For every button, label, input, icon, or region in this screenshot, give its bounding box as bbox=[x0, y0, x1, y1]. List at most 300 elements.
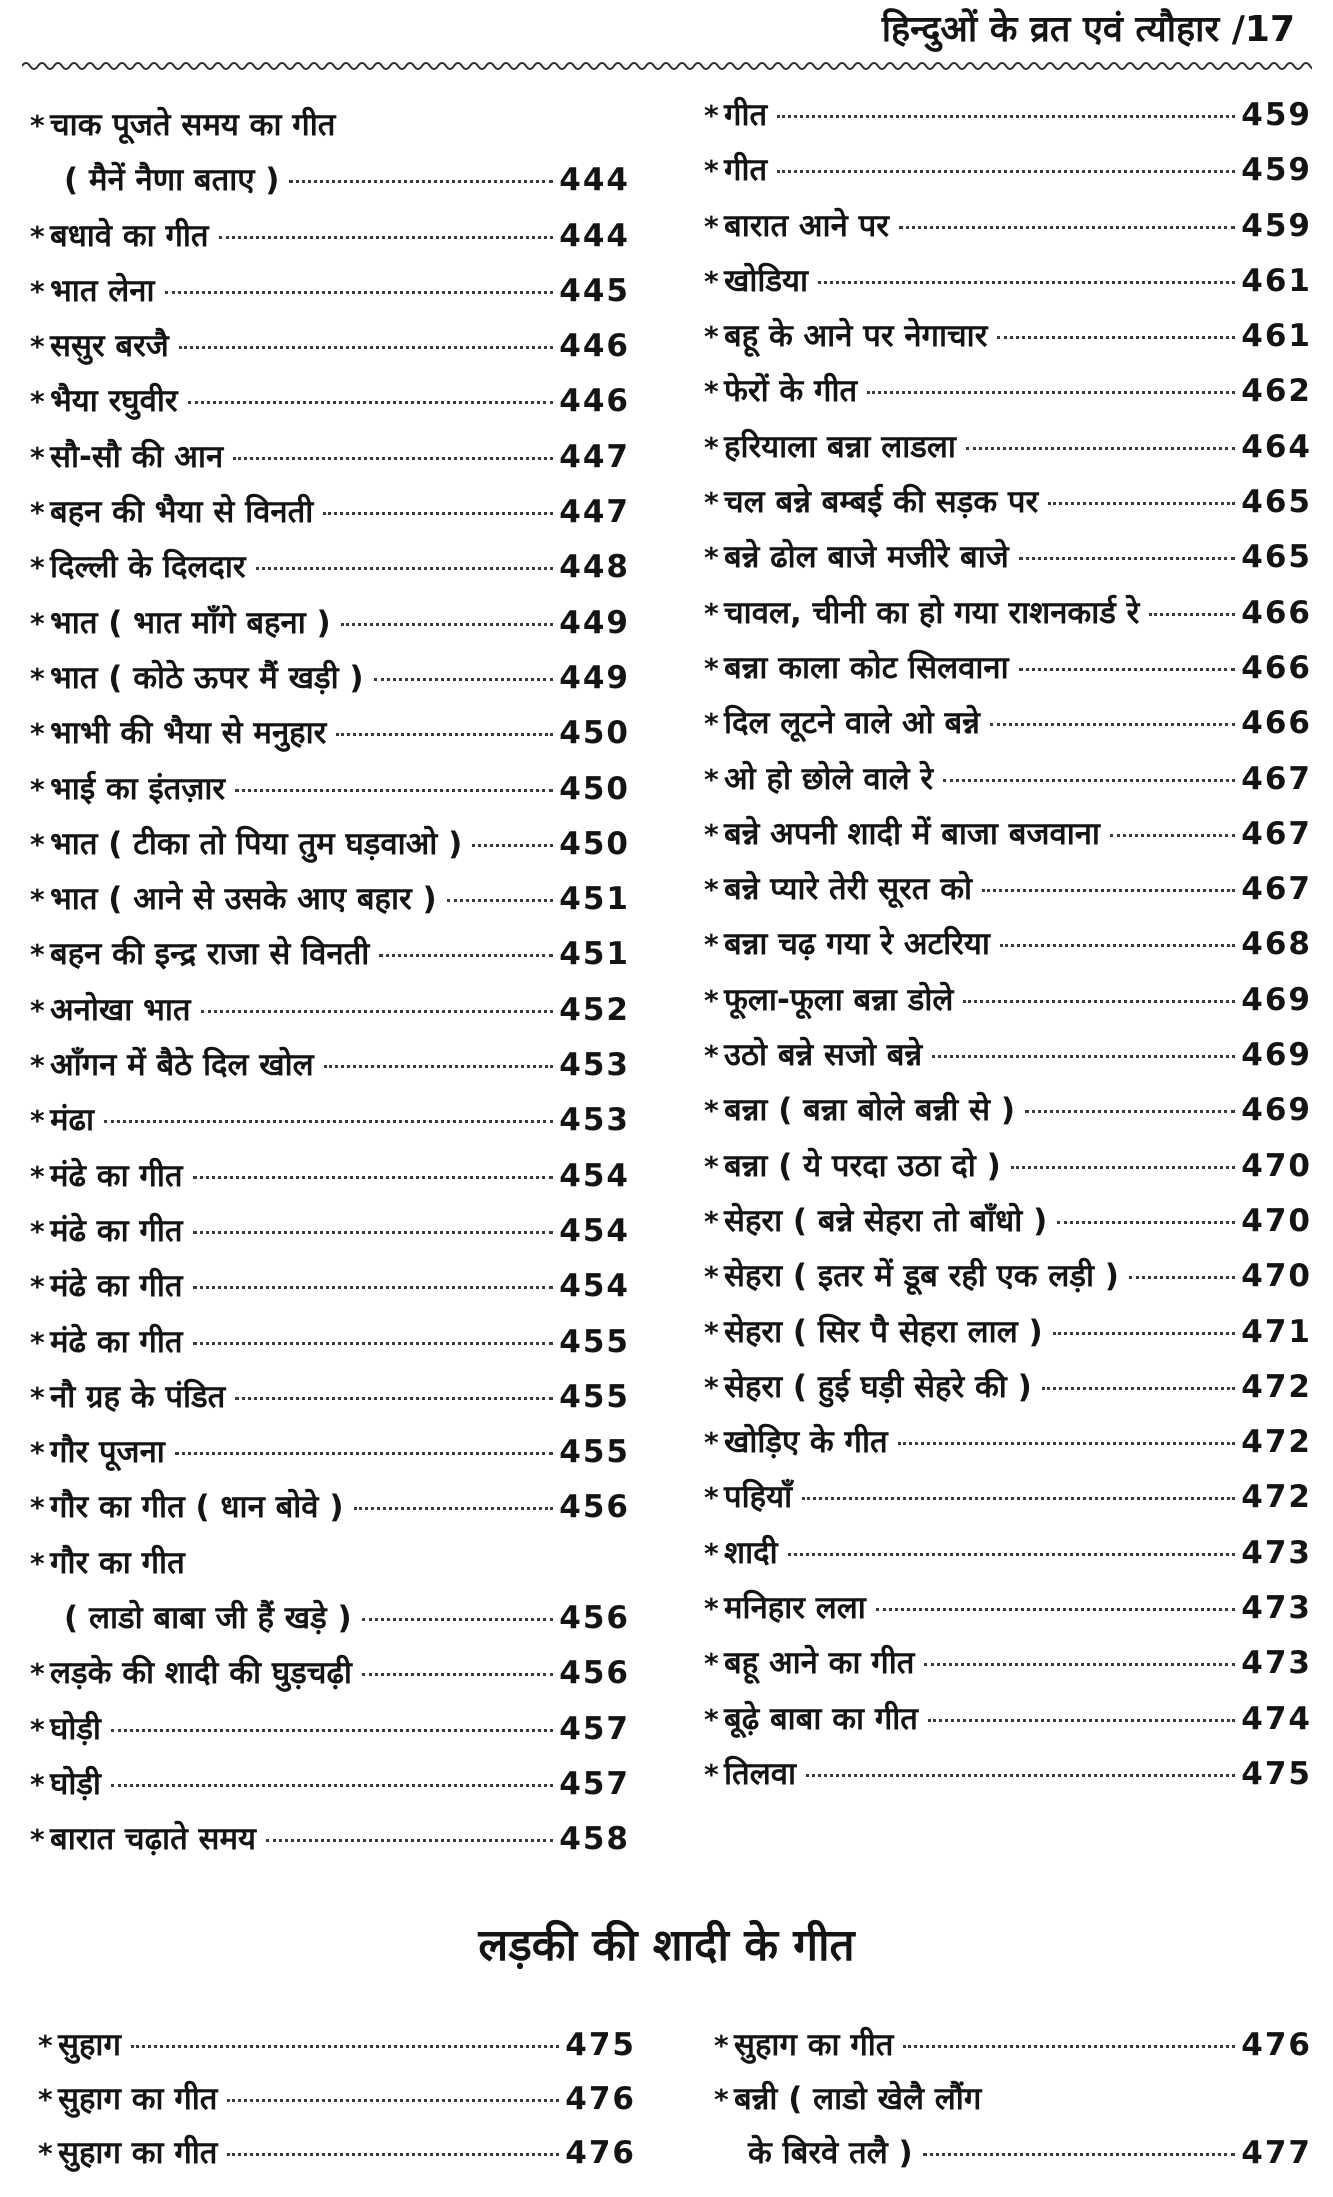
bullet-star: * bbox=[30, 1657, 45, 1691]
toc-entry bbox=[30, 983, 630, 1038]
entry-title: आँगन में बैठे दिल खोल bbox=[50, 1047, 314, 1084]
entry-page-number: 456 bbox=[559, 1655, 630, 1692]
bullet-star: * bbox=[704, 1592, 719, 1626]
bullet-star: * bbox=[704, 1481, 719, 1515]
entry-page-number: 448 bbox=[559, 549, 630, 586]
bullet-star: * bbox=[704, 1204, 719, 1238]
entry-page-number: 467 bbox=[1241, 871, 1312, 908]
entry-page-number: 444 bbox=[559, 162, 630, 199]
dot-leader bbox=[104, 1120, 553, 1123]
section-heading: लड़की की शादी के गीत bbox=[478, 1920, 855, 1971]
entry-title: सुहाग का गीत bbox=[734, 2027, 894, 2063]
entry-title: सेहरा ( सिर पै सेहरा लाल ) bbox=[724, 1313, 1043, 1350]
dot-leader bbox=[131, 2045, 559, 2048]
toc-entry bbox=[704, 1692, 1312, 1747]
toc-entry bbox=[30, 1038, 630, 1093]
entry-title: गौर का गीत ( धान बोवे ) bbox=[50, 1489, 344, 1526]
toc-entry bbox=[704, 364, 1312, 419]
bullet-star: * bbox=[30, 827, 45, 861]
entry-page-number: 450 bbox=[559, 825, 630, 862]
entry-title: फूला-फूला बन्ना डोले bbox=[724, 981, 954, 1018]
dot-leader bbox=[818, 281, 1235, 284]
dot-leader bbox=[179, 346, 554, 349]
bullet-star: * bbox=[30, 330, 45, 364]
entry-title: सेहरा ( बन्ने सेहरा तो बाँधो ) bbox=[724, 1202, 1048, 1239]
entry-title: हरियाला बन्ना लाडला bbox=[724, 428, 956, 465]
dot-leader bbox=[990, 723, 1235, 726]
entry-page-number: 477 bbox=[1241, 2135, 1312, 2171]
dot-leader bbox=[1000, 944, 1235, 947]
toc-entry bbox=[30, 1093, 630, 1148]
entry-page-number: 451 bbox=[559, 881, 630, 918]
bullet-star: * bbox=[704, 1315, 719, 1349]
dot-leader bbox=[472, 844, 553, 847]
bullet-star: * bbox=[30, 1436, 45, 1470]
dot-leader bbox=[966, 447, 1235, 450]
entry-page-number: 447 bbox=[559, 494, 630, 531]
dot-leader bbox=[777, 170, 1235, 173]
bullet-star: * bbox=[704, 1757, 719, 1791]
dot-leader bbox=[354, 1507, 554, 1510]
toc-entry bbox=[30, 1315, 630, 1370]
entry-title: मंढे का गीत bbox=[50, 1323, 183, 1360]
toc-entry bbox=[704, 1747, 1312, 1802]
entry-page-number: 455 bbox=[559, 1434, 630, 1471]
dot-leader bbox=[111, 1784, 553, 1787]
bullet-star: * bbox=[704, 873, 719, 907]
bullet-star: * bbox=[30, 1159, 45, 1193]
toc-entry bbox=[704, 88, 1312, 143]
toc-entry bbox=[38, 2126, 636, 2180]
dot-leader bbox=[923, 2153, 1236, 2156]
entry-title: खोडिया bbox=[724, 262, 809, 299]
entry-title: फेरों के गीत bbox=[724, 373, 858, 410]
bullet-star: * bbox=[704, 1260, 719, 1294]
entry-title: मंढे का गीत bbox=[50, 1212, 183, 1249]
bullet-star: * bbox=[30, 717, 45, 751]
bullet-star: * bbox=[30, 1546, 45, 1580]
toc-entry bbox=[704, 475, 1312, 530]
entry-title: भाभी की भैया से मनुहार bbox=[50, 715, 327, 752]
bullet-star: * bbox=[704, 1094, 719, 1128]
toc-entry bbox=[704, 752, 1312, 807]
entry-title: चल बन्ने बम्बई की सड़क पर bbox=[724, 484, 1039, 521]
entry-page-number: 468 bbox=[1241, 926, 1312, 963]
entry-title: मंढे का गीत bbox=[50, 1157, 183, 1194]
entry-page-number: 459 bbox=[1241, 152, 1312, 189]
entry-page-number: 447 bbox=[559, 438, 630, 475]
entry-page-number: 473 bbox=[1241, 1534, 1312, 1571]
dot-leader bbox=[374, 678, 554, 681]
toc-entry bbox=[30, 1757, 630, 1812]
bottom-left-column bbox=[38, 2018, 636, 2180]
entry-title: सुहाग bbox=[58, 2027, 121, 2063]
dot-leader bbox=[201, 1010, 554, 1013]
toc-entry bbox=[38, 2018, 636, 2072]
dot-leader bbox=[447, 899, 554, 902]
entry-title: बन्ने ढोल बाजे मजीरे बाजे bbox=[724, 539, 1009, 576]
bullet-star: * bbox=[30, 1104, 45, 1138]
dot-leader bbox=[928, 1719, 1235, 1722]
entry-title: भात लेना bbox=[50, 272, 155, 309]
entry-title: मंढे का गीत bbox=[50, 1268, 183, 1305]
entry-title: गौर का गीत bbox=[50, 1544, 185, 1581]
entry-title: चावल, चीनी का हो गया राशनकार्ड रे bbox=[724, 594, 1140, 631]
bullet-star: * bbox=[30, 385, 45, 419]
dot-leader bbox=[903, 2045, 1235, 2048]
entry-title: बारात चढ़ाते समय bbox=[50, 1821, 257, 1858]
entry-title: बूढ़े बाबा का गीत bbox=[724, 1700, 918, 1737]
bullet-star: * bbox=[704, 1702, 719, 1736]
entry-page-number: 459 bbox=[1241, 207, 1312, 244]
entry-title: बहू आने का गीत bbox=[724, 1645, 915, 1682]
bullet-star: * bbox=[704, 486, 719, 520]
entry-page-number: 459 bbox=[1241, 97, 1312, 133]
entry-page-number: 476 bbox=[565, 2081, 636, 2117]
bullet-star: * bbox=[704, 320, 719, 354]
dot-leader bbox=[802, 1497, 1235, 1500]
dot-leader bbox=[1019, 557, 1236, 560]
dot-leader bbox=[193, 1176, 554, 1179]
dot-leader bbox=[379, 954, 553, 957]
toc-entry bbox=[704, 1526, 1312, 1581]
toc-entry bbox=[30, 430, 630, 485]
entry-title: भात ( भात माँगे बहना ) bbox=[50, 604, 331, 641]
entry-page-number: 470 bbox=[1241, 1202, 1312, 1239]
entry-page-number: 473 bbox=[1241, 1645, 1312, 1682]
toc-entry bbox=[704, 309, 1312, 364]
bullet-star: * bbox=[30, 496, 45, 530]
dot-leader bbox=[1048, 502, 1235, 505]
bullet-star: * bbox=[30, 772, 45, 806]
dot-leader bbox=[235, 789, 553, 792]
entry-page-number: 472 bbox=[1241, 1479, 1312, 1516]
bullet-star: * bbox=[30, 1325, 45, 1359]
entry-page-number: 457 bbox=[559, 1710, 630, 1747]
bullet-star: * bbox=[704, 99, 719, 132]
entry-page-number: 458 bbox=[559, 1821, 630, 1858]
dot-leader bbox=[227, 2153, 559, 2156]
bullet-star: * bbox=[704, 596, 719, 630]
entry-title: मंढा bbox=[50, 1102, 95, 1139]
bullet-star: * bbox=[30, 440, 45, 474]
entry-title: सेहरा ( हुई घड़ी सेहरे की ) bbox=[724, 1368, 1032, 1405]
toc-entry bbox=[30, 374, 630, 429]
entry-title: पहियाँ bbox=[724, 1479, 793, 1516]
entry-page-number: 474 bbox=[1241, 1700, 1312, 1737]
entry-page-number: 446 bbox=[559, 383, 630, 420]
toc-entry bbox=[704, 1028, 1312, 1083]
dot-leader bbox=[932, 1055, 1235, 1058]
entry-page-number: 449 bbox=[559, 659, 630, 696]
entry-title: दिल लूटने वाले ओ बन्ने bbox=[724, 705, 980, 742]
entry-page-number: 457 bbox=[559, 1765, 630, 1802]
entry-title: नौ ग्रह के पंडित bbox=[50, 1378, 226, 1415]
toc-entry bbox=[30, 872, 630, 927]
bullet-star: * bbox=[30, 993, 45, 1027]
toc-entry bbox=[704, 143, 1312, 198]
entry-title: बन्ना काला कोट सिलवाना bbox=[724, 649, 1009, 686]
entry-title: बधावे का गीत bbox=[50, 217, 209, 254]
toc-entry bbox=[30, 1591, 630, 1646]
dot-leader bbox=[256, 567, 554, 570]
bullet-star: * bbox=[30, 1270, 45, 1304]
entry-page-number: 466 bbox=[1241, 594, 1312, 631]
toc-entry bbox=[704, 254, 1312, 309]
entry-title: बन्ने प्यारे तेरी सूरत को bbox=[724, 871, 973, 908]
entry-title: बन्नी ( लाडो खेलै लौंग bbox=[734, 2081, 982, 2117]
entry-page-number: 473 bbox=[1241, 1590, 1312, 1627]
dot-leader bbox=[235, 1397, 553, 1400]
entry-title: सुहाग का गीत bbox=[58, 2081, 218, 2117]
toc-entry bbox=[30, 540, 630, 595]
dot-leader bbox=[1042, 1387, 1236, 1390]
bullet-star: * bbox=[30, 1214, 45, 1248]
entry-title: भात ( कोठे ऊपर मैं खड़ी ) bbox=[50, 659, 364, 696]
toc-entry bbox=[704, 1470, 1312, 1525]
entry-title: भात ( टीका तो पिया तुम घड़वाओ ) bbox=[50, 825, 463, 862]
entry-title: गौर पूजना bbox=[50, 1434, 165, 1471]
dot-leader bbox=[1149, 613, 1235, 616]
bullet-star: * bbox=[704, 651, 719, 685]
dot-leader bbox=[289, 180, 553, 183]
bullet-star: * bbox=[30, 1767, 45, 1801]
toc-entry bbox=[30, 1812, 630, 1867]
dot-leader bbox=[1019, 668, 1236, 671]
wavy-rule bbox=[22, 58, 1312, 74]
bullet-star: * bbox=[704, 1647, 719, 1681]
dot-leader bbox=[324, 1065, 554, 1068]
toc-entry bbox=[30, 98, 630, 153]
entry-title: भैया रघुवीर bbox=[50, 383, 178, 420]
dot-leader bbox=[266, 1839, 553, 1842]
bullet-star: * bbox=[704, 541, 719, 575]
toc-entry bbox=[714, 2126, 1312, 2180]
entry-page-number: 466 bbox=[1241, 705, 1312, 742]
dot-leader bbox=[323, 512, 553, 515]
entry-title: अनोखा भात bbox=[50, 991, 191, 1028]
toc-entry bbox=[704, 420, 1312, 475]
bullet-star: * bbox=[704, 264, 719, 298]
dot-leader bbox=[867, 391, 1235, 394]
toc-entry bbox=[714, 2072, 1312, 2126]
running-head: हिन्दुओं के व्रत एवं त्यौहार /17 bbox=[881, 9, 1295, 50]
dot-leader bbox=[963, 1000, 1235, 1003]
bullet-star: * bbox=[30, 1823, 45, 1857]
entry-title: बारात आने पर bbox=[724, 207, 889, 244]
entry-title: सौ-सौ की आन bbox=[50, 438, 224, 475]
toc-entry bbox=[30, 1259, 630, 1314]
bullet-star: * bbox=[704, 1370, 719, 1404]
dot-leader bbox=[899, 226, 1235, 229]
entry-page-number: 444 bbox=[559, 217, 630, 254]
bullet-star: * bbox=[30, 1380, 45, 1414]
toc-entry bbox=[30, 209, 630, 264]
entry-page-number: 467 bbox=[1241, 760, 1312, 797]
entry-page-number: 476 bbox=[1241, 2027, 1312, 2063]
dot-leader bbox=[193, 1231, 554, 1234]
toc-entry bbox=[30, 1480, 630, 1535]
bullet-star: * bbox=[704, 375, 719, 409]
bullet-star: * bbox=[704, 817, 719, 851]
entry-page-number: 445 bbox=[559, 272, 630, 309]
bullet-star: * bbox=[704, 928, 719, 962]
toc-entry bbox=[704, 1581, 1312, 1636]
bullet-star: * bbox=[704, 707, 719, 741]
entry-title: ओ हो छोले वाले रे bbox=[724, 760, 934, 797]
toc-entry bbox=[704, 1360, 1312, 1415]
entry-page-number: 449 bbox=[559, 604, 630, 641]
toc-entry bbox=[704, 807, 1312, 862]
entry-title: मनिहार लला bbox=[724, 1590, 866, 1627]
toc-entry bbox=[30, 485, 630, 540]
toc-entry bbox=[30, 319, 630, 374]
toc-entry bbox=[704, 917, 1312, 972]
entry-page-number: 465 bbox=[1241, 539, 1312, 576]
entry-page-number: 454 bbox=[559, 1212, 630, 1249]
toc-entry bbox=[704, 1083, 1312, 1138]
entry-title: के बिरवे तलै ) bbox=[748, 2135, 913, 2171]
bullet-star: * bbox=[30, 1712, 45, 1746]
entry-page-number: 466 bbox=[1241, 649, 1312, 686]
entry-page-number: 475 bbox=[565, 2027, 636, 2063]
bullet-star: * bbox=[30, 1491, 45, 1525]
bullet-star: * bbox=[30, 661, 45, 695]
bullet-star: * bbox=[714, 2029, 729, 2062]
dot-leader bbox=[1011, 1166, 1236, 1169]
entry-title: सुहाग का गीत bbox=[58, 2135, 218, 2171]
right-column bbox=[704, 88, 1312, 1802]
toc-entry bbox=[714, 2018, 1312, 2072]
toc-entry bbox=[704, 1636, 1312, 1691]
toc-entry bbox=[704, 1415, 1312, 1470]
bullet-star: * bbox=[704, 983, 719, 1017]
dot-leader bbox=[175, 1452, 553, 1455]
toc-entry bbox=[704, 1249, 1312, 1304]
entry-title: बन्ना ( बन्ना बोले बन्नी से ) bbox=[724, 1092, 1015, 1129]
entry-title: बन्ना चढ़ गया रे अटरिया bbox=[724, 926, 990, 963]
dot-leader bbox=[876, 1608, 1235, 1611]
entry-title: चाक पूजते समय का गीत bbox=[50, 107, 336, 143]
toc-entry bbox=[704, 641, 1312, 696]
entry-title: घोड़ी bbox=[50, 1710, 101, 1747]
entry-title: भाई का इंतज़ार bbox=[50, 770, 226, 807]
toc-entry bbox=[30, 1702, 630, 1757]
dot-leader bbox=[193, 1286, 554, 1289]
dot-leader bbox=[1129, 1276, 1235, 1279]
toc-entry bbox=[30, 1204, 630, 1259]
toc-entry bbox=[704, 586, 1312, 641]
dot-leader bbox=[777, 115, 1235, 118]
entry-page-number: 462 bbox=[1241, 373, 1312, 410]
toc-entry bbox=[704, 1139, 1312, 1194]
dot-leader bbox=[336, 733, 553, 736]
entry-title: लड़के की शादी की घुड़चढ़ी bbox=[50, 1655, 352, 1692]
entry-page-number: 465 bbox=[1241, 484, 1312, 521]
toc-entry bbox=[30, 1149, 630, 1204]
toc-entry bbox=[704, 1194, 1312, 1249]
entry-title: बहन की भैया से विनती bbox=[50, 494, 314, 531]
bullet-star: * bbox=[30, 1049, 45, 1083]
dot-leader bbox=[806, 1774, 1235, 1777]
toc-entry bbox=[30, 264, 630, 319]
bullet-star: * bbox=[30, 109, 45, 142]
toc-entry bbox=[30, 927, 630, 982]
entry-page-number: 454 bbox=[559, 1157, 630, 1194]
entry-title: ( लाडो बाबा जी हैं खड़े ) bbox=[64, 1600, 352, 1637]
bullet-star: * bbox=[704, 154, 719, 188]
bullet-star: * bbox=[38, 2137, 53, 2170]
toc-entry bbox=[30, 817, 630, 872]
entry-page-number: 455 bbox=[559, 1323, 630, 1360]
entry-page-number: 455 bbox=[559, 1378, 630, 1415]
entry-page-number: 453 bbox=[559, 1047, 630, 1084]
entry-page-number: 469 bbox=[1241, 981, 1312, 1018]
bullet-star: * bbox=[704, 209, 719, 243]
entry-page-number: 446 bbox=[559, 328, 630, 365]
dot-leader bbox=[227, 2099, 559, 2102]
toc-entry bbox=[704, 973, 1312, 1028]
dot-leader bbox=[111, 1729, 553, 1732]
dot-leader bbox=[1057, 1221, 1235, 1224]
bullet-star: * bbox=[704, 1536, 719, 1570]
bullet-star: * bbox=[704, 1039, 719, 1073]
bullet-star: * bbox=[704, 1149, 719, 1183]
dot-leader bbox=[898, 1442, 1236, 1445]
dot-leader bbox=[788, 1553, 1236, 1556]
entry-page-number: 470 bbox=[1241, 1258, 1312, 1295]
dot-leader bbox=[193, 1342, 554, 1345]
entry-page-number: 470 bbox=[1241, 1147, 1312, 1184]
toc-entry bbox=[704, 1305, 1312, 1360]
entry-title: तिलवा bbox=[724, 1755, 796, 1792]
dot-leader bbox=[924, 1663, 1235, 1666]
entry-title: खोड़िए के गीत bbox=[724, 1424, 888, 1461]
bullet-star: * bbox=[704, 1426, 719, 1460]
entry-title: गीत bbox=[724, 97, 768, 133]
entry-title: बन्ने अपनी शादी में बाजा बजवाना bbox=[724, 815, 1100, 852]
dot-leader bbox=[362, 1673, 553, 1676]
bullet-star: * bbox=[30, 883, 45, 917]
entry-page-number: 472 bbox=[1241, 1424, 1312, 1461]
toc-entry bbox=[704, 530, 1312, 585]
entry-page-number: 461 bbox=[1241, 318, 1312, 355]
dot-leader bbox=[1053, 1332, 1236, 1335]
entry-page-number: 456 bbox=[559, 1600, 630, 1637]
entry-title: उठो बन्ने सजो बन्ने bbox=[724, 1037, 923, 1074]
entry-page-number: 452 bbox=[559, 991, 630, 1028]
toc-entry bbox=[30, 651, 630, 706]
toc-entry bbox=[38, 2072, 636, 2126]
entry-page-number: 471 bbox=[1241, 1313, 1312, 1350]
entry-page-number: 467 bbox=[1241, 815, 1312, 852]
bullet-star: * bbox=[30, 938, 45, 972]
toc-entry bbox=[704, 696, 1312, 751]
entry-page-number: 472 bbox=[1241, 1368, 1312, 1405]
toc-entry bbox=[30, 762, 630, 817]
dot-leader bbox=[362, 1618, 554, 1621]
toc-entry bbox=[30, 706, 630, 761]
toc-entry bbox=[704, 862, 1312, 917]
toc-entry bbox=[30, 1370, 630, 1425]
entry-title: ससुर बरजै bbox=[50, 328, 169, 365]
entry-page-number: 464 bbox=[1241, 428, 1312, 465]
toc-entry bbox=[30, 153, 630, 208]
dot-leader bbox=[1025, 1110, 1235, 1113]
entry-title: बहन की इन्द्र राजा से विनती bbox=[50, 936, 370, 973]
entry-title: भात ( आने से उसके आए बहार ) bbox=[50, 881, 437, 918]
bullet-star: * bbox=[30, 606, 45, 640]
